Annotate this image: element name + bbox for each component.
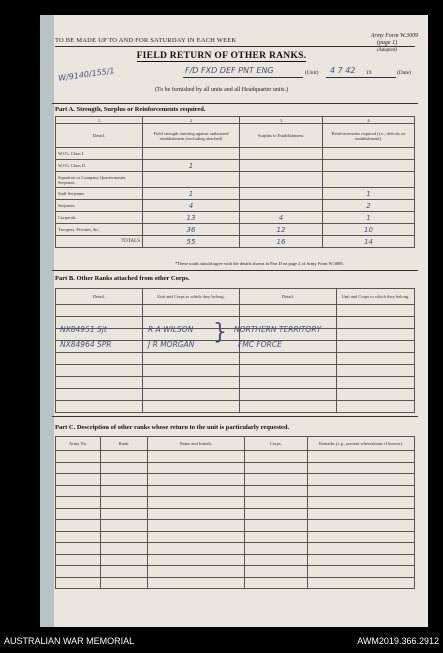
empty-cell [143, 389, 240, 401]
empty-cell [148, 554, 245, 566]
empty-cell [101, 451, 148, 463]
part-c-row [56, 451, 415, 463]
empty-cell [245, 462, 308, 474]
row-detail: Squadron or Company Quartermaster Serjeants [56, 172, 143, 188]
part-a-row [56, 160, 415, 172]
form-title [0, 51, 443, 61]
empty-cell [308, 577, 415, 589]
empty-cell [308, 520, 415, 532]
unit-label: (Unit) [305, 70, 319, 76]
furnish-note: (To be furnished by all units and all Headquarter units.) [154, 87, 289, 93]
empty-cell [308, 543, 415, 555]
part-c-row [56, 508, 415, 520]
row-strength: 13 [143, 212, 240, 224]
total-reinforcements: 14 [323, 236, 415, 248]
col-header: Army No. [56, 437, 101, 451]
empty-cell [308, 508, 415, 520]
row-detail: Staff Serjeants [56, 188, 143, 200]
part-a-row [56, 200, 415, 212]
empty-cell [56, 577, 101, 589]
row-detail: Corporals [56, 212, 143, 224]
empty-cell [240, 305, 337, 317]
empty-cell [148, 474, 245, 486]
empty-cell [337, 377, 415, 389]
part-c-row [56, 497, 415, 509]
empty-cell [56, 520, 101, 532]
empty-cell [245, 474, 308, 486]
part-c-row [56, 485, 415, 497]
col-header: Unit and Corps to which they belong. [337, 289, 415, 305]
part-c-row [56, 543, 415, 555]
row-detail: Serjeants [56, 200, 143, 212]
part-c-table [55, 436, 415, 589]
row-strength: 4 [143, 200, 240, 212]
col-header: Rank. [101, 437, 148, 451]
empty-cell [308, 566, 415, 578]
empty-cell [245, 520, 308, 532]
empty-cell [101, 520, 148, 532]
empty-cell [240, 401, 337, 413]
col-header: Surplus to Establishment. [240, 124, 323, 148]
empty-cell [308, 497, 415, 509]
row-reinf: 1 [323, 188, 415, 200]
empty-cell [101, 497, 148, 509]
part-a-row [56, 212, 415, 224]
row-surplus [240, 172, 323, 188]
col-number: 4 [323, 117, 415, 124]
empty-cell [56, 531, 101, 543]
empty-cell [240, 389, 337, 401]
top-note: TO BE MADE UP TO AND FOR SATURDAY IN EACH WEEK [55, 37, 237, 44]
attached-name-1: R A WILSON [148, 325, 194, 334]
empty-cell [143, 377, 240, 389]
empty-cell [337, 317, 415, 329]
row-strength [143, 172, 240, 188]
date-year: 19 [366, 70, 372, 76]
totals-row [56, 236, 415, 248]
col-number: 1 [56, 117, 143, 124]
col-header: Field strength omitting against authorised establishment (excluding attached) [143, 124, 240, 148]
part-c-row [56, 577, 415, 589]
empty-cell [245, 508, 308, 520]
col-header: Name and Initials. [148, 437, 245, 451]
empty-cell [245, 485, 308, 497]
col-header: Detail. [240, 289, 337, 305]
part-c-row [56, 474, 415, 486]
attached-name-2: J R MORGAN [148, 340, 195, 349]
col-header: Remarks (e.g., present whereabouts if known). [308, 437, 415, 451]
date-underline [326, 77, 396, 78]
empty-cell [245, 531, 308, 543]
empty-cell [148, 462, 245, 474]
part-a-footnote: *These totals should agree with the details shown in Part D on page 2 of Army Form W.3009. [175, 261, 344, 266]
part-b-table [55, 288, 415, 413]
empty-cell [337, 341, 415, 353]
empty-cell [101, 577, 148, 589]
attached-detail-2: NX84964 SPR [60, 340, 112, 349]
empty-cell [308, 554, 415, 566]
empty-cell [245, 577, 308, 589]
part-c-row [56, 520, 415, 532]
totals-label: TOTALS [56, 236, 143, 248]
empty-cell [56, 474, 101, 486]
paper-edge-strip [40, 15, 54, 627]
empty-cell [56, 451, 101, 463]
empty-cell [101, 531, 148, 543]
empty-cell [56, 497, 101, 509]
part-c-heading: Part C. Description of other ranks whose return to the unit is particularly requested. [55, 424, 290, 431]
empty-cell [101, 474, 148, 486]
col-header: Detail. [56, 289, 143, 305]
row-strength: 36 [143, 224, 240, 236]
empty-cell [56, 305, 143, 317]
empty-cell [337, 353, 415, 365]
empty-cell [148, 566, 245, 578]
empty-cell [148, 508, 245, 520]
empty-cell [337, 305, 415, 317]
unit-value: F/D FXD DEF PNT ENG [185, 66, 274, 75]
reference-handwritten: W/9140/155/1 [57, 66, 116, 83]
empty-cell [56, 554, 101, 566]
empty-cell [148, 485, 245, 497]
row-detail: W.O's. Class II. [56, 160, 143, 172]
attached-detail-1: NX84951 Sjt [60, 325, 107, 334]
empty-cell [148, 520, 245, 532]
part-a-row [56, 148, 415, 160]
part-c-row [56, 566, 415, 578]
empty-cell [101, 485, 148, 497]
col-header: Detail. [56, 124, 143, 148]
part-a-row [56, 172, 415, 188]
col-number: 3 [240, 117, 323, 124]
col-number: 2 [143, 117, 240, 124]
empty-cell [56, 485, 101, 497]
empty-cell [56, 365, 143, 377]
col-header: Unit and Corps to which they belong. [143, 289, 240, 305]
part-b-top-rule [52, 270, 418, 271]
empty-cell [308, 485, 415, 497]
total-strength: 55 [143, 236, 240, 248]
page-number: (page 1) [376, 40, 398, 46]
empty-cell [143, 305, 240, 317]
empty-cell [143, 353, 240, 365]
empty-cell [143, 365, 240, 377]
empty-cell [148, 451, 245, 463]
empty-cell [101, 508, 148, 520]
empty-cell [308, 462, 415, 474]
form-title-text: FIELD RETURN OF OTHER RANKS. [136, 51, 307, 61]
empty-cell [56, 389, 143, 401]
empty-cell [56, 462, 101, 474]
row-reinf: 1 [323, 212, 415, 224]
empty-cell [148, 543, 245, 555]
empty-cell [143, 401, 240, 413]
empty-cell [56, 401, 143, 413]
empty-cell [308, 531, 415, 543]
row-surplus [240, 200, 323, 212]
part-a-row [56, 224, 415, 236]
empty-cell [240, 377, 337, 389]
empty-cell [101, 554, 148, 566]
empty-cell [245, 566, 308, 578]
empty-cell [308, 474, 415, 486]
empty-cell [240, 365, 337, 377]
part-a-row [56, 188, 415, 200]
row-reinf [323, 148, 415, 160]
part-a-table [55, 116, 415, 248]
empty-cell [245, 543, 308, 555]
empty-cell [337, 389, 415, 401]
unit-corps-2: FMC FORCE [238, 340, 282, 349]
row-strength: 1 [143, 188, 240, 200]
part-c-row [56, 531, 415, 543]
empty-cell [337, 329, 415, 341]
col-header: Reinforcements required (i.e., deficits on establishment). [323, 124, 415, 148]
empty-cell [56, 566, 101, 578]
footer-source: AUSTRALIAN WAR MEMORIAL [4, 636, 135, 646]
part-b-heading: Part B. Other Ranks attached from other Corps. [55, 275, 190, 282]
part-c-row [56, 462, 415, 474]
empty-cell [245, 451, 308, 463]
empty-cell [56, 377, 143, 389]
brace: } [213, 320, 227, 345]
empty-cell [148, 531, 245, 543]
empty-cell [56, 353, 143, 365]
row-detail: W.O's. Class I. [56, 148, 143, 160]
total-surplus: 16 [240, 236, 323, 248]
row-surplus: 12 [240, 224, 323, 236]
col-header: Corps. [245, 437, 308, 451]
row-surplus: 4 [240, 212, 323, 224]
empty-cell [337, 401, 415, 413]
row-strength: 1 [143, 160, 240, 172]
empty-cell [148, 577, 245, 589]
part-c-row [56, 554, 415, 566]
empty-cell [148, 497, 245, 509]
empty-cell [101, 462, 148, 474]
empty-cell [308, 451, 415, 463]
row-surplus [240, 160, 323, 172]
empty-cell [101, 566, 148, 578]
row-surplus [240, 148, 323, 160]
empty-cell [240, 353, 337, 365]
empty-cell [337, 365, 415, 377]
row-surplus [240, 188, 323, 200]
date-label: (Date) [397, 70, 412, 76]
empty-cell [101, 543, 148, 555]
row-reinf [323, 172, 415, 188]
date-value: 4 7 42 [330, 66, 356, 75]
part-a-heading: Part A. Strength, Surplus or Reinforcements required. [55, 106, 206, 113]
empty-cell [56, 508, 101, 520]
unit-corps-1: NORTHERN TERRITORY [234, 325, 322, 334]
row-reinf: 10 [323, 224, 415, 236]
row-reinf [323, 160, 415, 172]
adapted-note: (Adapted) [377, 48, 397, 53]
unit-underline [183, 77, 303, 78]
empty-cell [56, 543, 101, 555]
footer-accession: AWM2019.366.2912 [357, 636, 439, 646]
empty-cell [245, 497, 308, 509]
part-c-top-rule [52, 416, 418, 417]
row-detail: Troopers, Privates, &c. [56, 224, 143, 236]
part-a-top-rule [52, 103, 418, 104]
row-reinf: 2 [323, 200, 415, 212]
row-strength [143, 148, 240, 160]
form-number-text: Army Form W.3009 [370, 33, 418, 39]
empty-cell [245, 554, 308, 566]
